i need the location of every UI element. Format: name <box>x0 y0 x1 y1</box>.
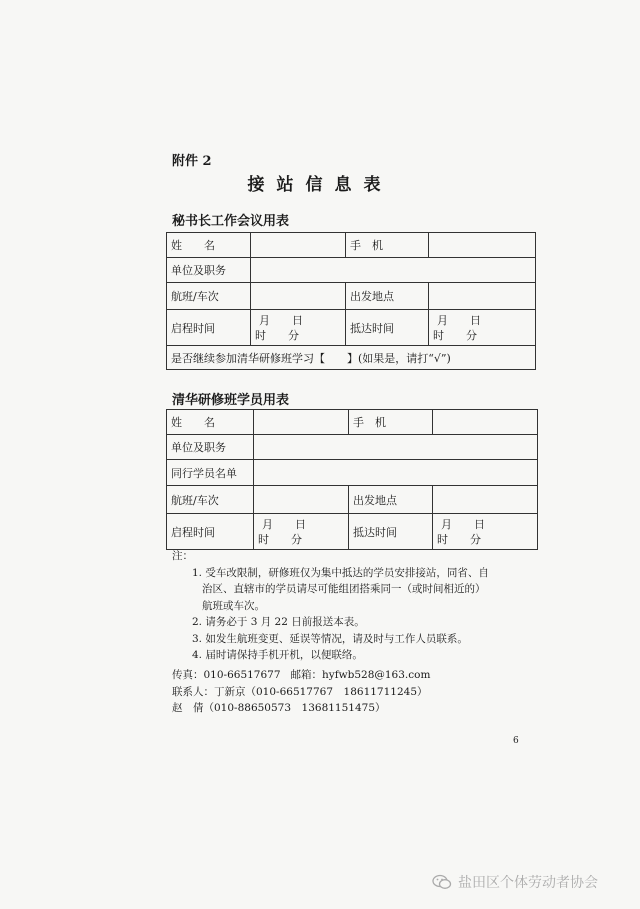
s2-row-time <box>167 514 538 550</box>
email-address[interactable]: hyfwb528@163.com <box>322 669 431 681</box>
s1-phone-label: 手 机 <box>346 233 429 258</box>
document-title: 接站信息表 <box>247 175 393 195</box>
note-item-3: 3. 如发生航班变更、延误等情况，请及时与工作人员联系。 <box>192 632 468 645</box>
s1-arrival-time-field[interactable] <box>429 310 536 346</box>
notes-block <box>172 548 532 664</box>
annex-label: 附件 2 <box>172 154 212 169</box>
s2-arrival-month-day: 月 日 <box>441 517 485 531</box>
s1-name-label: 姓 名 <box>167 233 251 258</box>
s2-unit-label: 单位及职务 <box>167 435 254 460</box>
s2-start-hour-minute: 时 分 <box>258 532 302 546</box>
note-item-2: 2. 请务必于 3 月 22 日前报送本表。 <box>192 616 365 628</box>
s2-companions-label: 同行学员名单 <box>167 460 254 486</box>
s2-row-flight <box>167 486 538 514</box>
fax-label: 传真： <box>172 669 204 681</box>
s2-flight-label: 航班/车次 <box>167 486 254 514</box>
section2-title: 清华研修班学员用表 <box>172 393 290 408</box>
fax-number: 010-66517677 <box>203 669 281 681</box>
note-item-1-line3: 航班或车次。 <box>202 599 265 612</box>
email-label: 邮箱： <box>290 669 323 681</box>
s1-start-time-field[interactable] <box>251 310 346 346</box>
note-item-4: 4. 届时请保持手机开机，以便联络。 <box>192 649 363 661</box>
s2-start-time-label: 启程时间 <box>167 514 254 550</box>
s1-arrival-hour-minute: 时 分 <box>433 328 477 342</box>
s2-start-time-field[interactable] <box>254 514 349 550</box>
page-number: 6 <box>513 736 519 746</box>
s1-unit-field[interactable] <box>251 258 536 283</box>
s2-phone-label: 手 机 <box>349 410 433 435</box>
s2-name-field[interactable] <box>254 410 349 435</box>
s1-arrival-time-label: 抵达时间 <box>346 310 429 346</box>
s2-name-label: 姓 名 <box>167 410 254 435</box>
contact-fax-email <box>172 667 430 682</box>
s2-departure-label: 出发地点 <box>349 486 433 514</box>
wechat-icon <box>432 874 452 890</box>
section1-title: 秘书长工作会议用表 <box>172 214 290 229</box>
s1-flight-field[interactable] <box>251 283 346 310</box>
s2-start-month-day: 月 日 <box>262 517 306 531</box>
s1-start-hour-minute: 时 分 <box>255 328 299 342</box>
s2-flight-field[interactable] <box>254 486 349 514</box>
notes-label: 注： <box>172 550 193 562</box>
s1-row-continue <box>167 346 536 370</box>
section2-table <box>166 409 538 550</box>
s1-row-time <box>167 310 536 346</box>
s2-departure-field[interactable] <box>433 486 538 514</box>
s2-unit-field[interactable] <box>254 435 538 460</box>
s2-phone-field[interactable] <box>433 410 538 435</box>
section1-table <box>166 232 536 370</box>
s2-arrival-hour-minute: 时 分 <box>437 532 481 546</box>
contact-person-1: 联系人：丁新京（010-66517767 18611711245） <box>172 686 428 698</box>
s1-start-time-label: 启程时间 <box>167 310 251 346</box>
watermark-text: 盐田区个体劳动者协会 <box>458 875 598 891</box>
s2-arrival-time-label: 抵达时间 <box>349 514 433 550</box>
s1-arrival-month-day: 月 日 <box>437 313 481 327</box>
s1-flight-label: 航班/车次 <box>167 283 251 310</box>
s1-row-unit <box>167 258 536 283</box>
s1-start-month-day: 月 日 <box>259 313 303 327</box>
contact-person-2: 赵 倩（010-88650573 13681151475） <box>172 702 386 714</box>
s1-row-flight <box>167 283 536 310</box>
s1-departure-label: 出发地点 <box>346 283 429 310</box>
s1-name-field[interactable] <box>251 233 346 258</box>
s2-companions-field[interactable] <box>254 460 538 486</box>
note-item-1-line2: 治区、直辖市的学员请尽可能组团搭乘同一（或时间相近的） <box>202 583 486 595</box>
s2-arrival-time-field[interactable] <box>433 514 538 550</box>
s1-continue-question[interactable]: 是否继续参加清华研修班学习【 】(如果是，请打“√”) <box>167 346 536 370</box>
note-item-1-line1: 1. 受车改限制，研修班仅为集中抵达的学员安排接站，同省、自 <box>192 566 489 579</box>
s1-row-name <box>167 233 536 258</box>
s1-phone-field[interactable] <box>429 233 536 258</box>
s2-row-unit <box>167 435 538 460</box>
s1-departure-field[interactable] <box>429 283 536 310</box>
s2-row-name <box>167 410 538 435</box>
s2-row-companions <box>167 460 538 486</box>
s1-unit-label: 单位及职务 <box>167 258 251 283</box>
watermark <box>432 872 598 892</box>
